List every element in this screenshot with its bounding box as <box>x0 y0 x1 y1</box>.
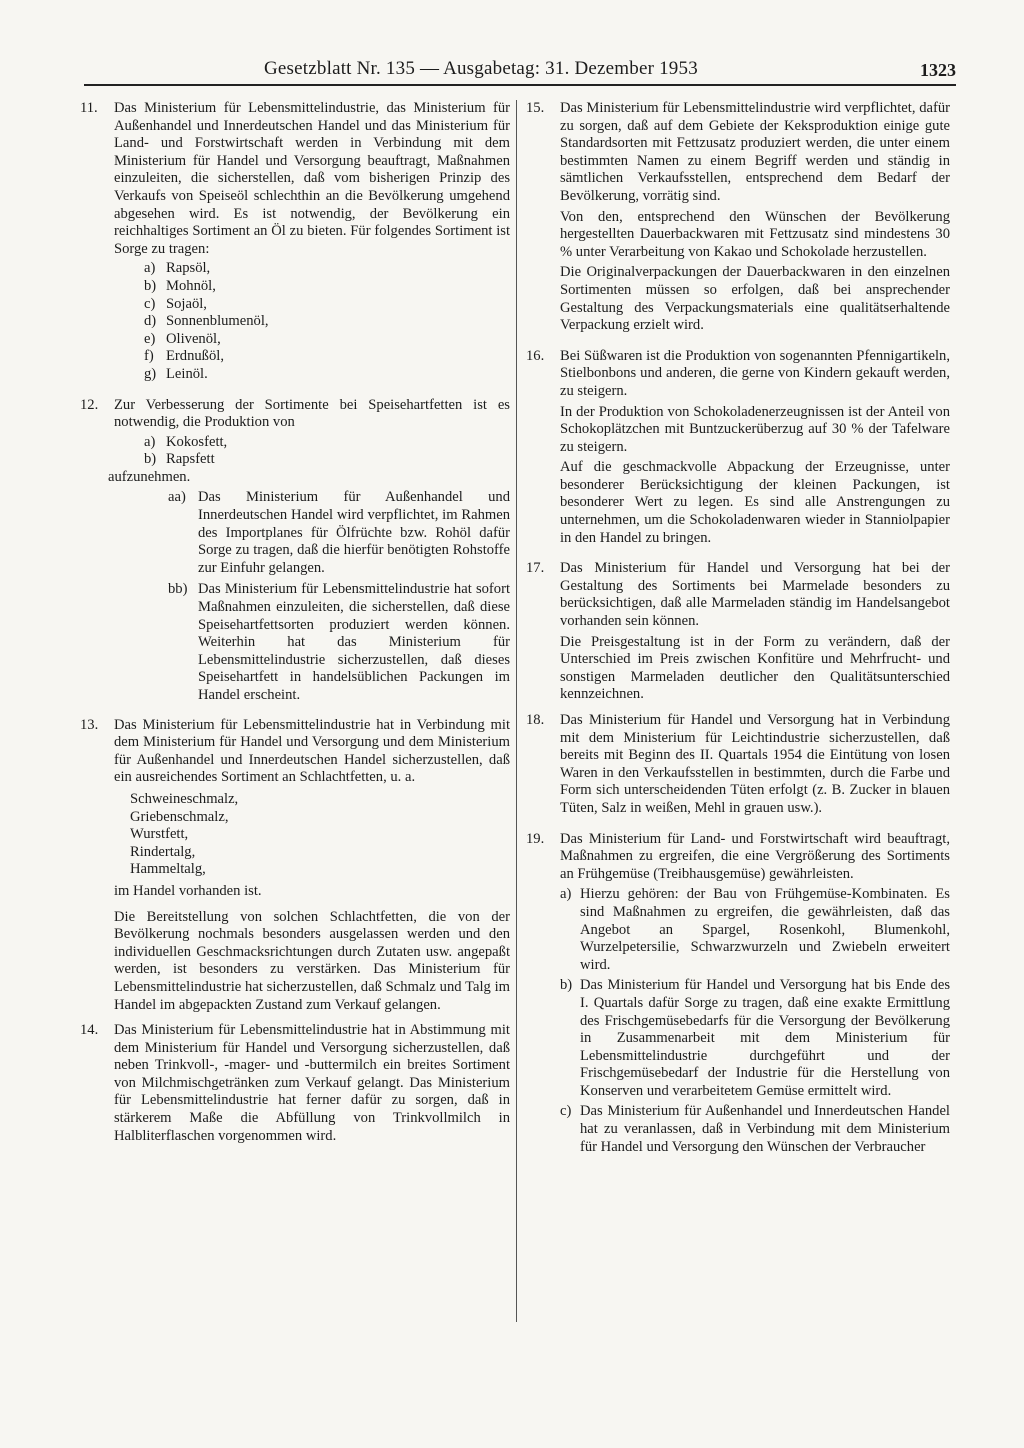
list-item: f) Erdnußöl, <box>144 348 224 365</box>
list-item: b) Mohnöl, <box>144 277 216 294</box>
list-item: a) Rapsöl, <box>144 260 211 277</box>
list-item: Hammeltalg, <box>130 861 206 878</box>
section-paragraph: Von den, entsprechend den Wünschen der Bevölkerung hergestellten Dauerbackwaren mit Fettzusatz sind mindestens 30 % unter Verarbeitung von Kakao und Schokolade herzustellen. <box>560 208 950 260</box>
section-number: 11. <box>80 100 98 116</box>
list-item: Wurstfett, <box>130 826 189 843</box>
section-19 <box>526 831 950 1157</box>
left-column <box>80 100 510 1145</box>
section-text: Zur Verbesserung der Sortimente bei Speisehartfetten ist es notwendig, die Produktion von <box>114 396 510 431</box>
section-14 <box>80 1022 510 1145</box>
section-13 <box>80 717 510 1015</box>
section-number: 16. <box>526 347 545 364</box>
section-text-continuation: aufzunehmen. <box>108 468 191 485</box>
list-item: Schweineschmalz, <box>130 790 239 807</box>
section-number: 17. <box>526 560 545 577</box>
clause-bb: bb) Das Ministerium für Lebensmittelindustrie hat sofort Maßnahmen einzuleiten, die sicherstellen, daß diese Speisehartfettsorten produziert werden können. Weiterhin hat das Ministerium für Lebensmittelindustrie sicherzustellen, daß dieses Speisehartfett in handelsüblichen Packungen im Handel erscheint. <box>168 581 510 703</box>
section-paragraph: Das Ministerium für Handel und Versorgung hat in Verbindung mit dem Ministerium für Leichtindustrie sicherzustellen, daß bereits mit Beginn des II. Quartals 1954 die Eintütung von losen Waren in den Verkaufsstellen in bestimmten, durch die Farbe und Form sich unterscheidenden Tüten erfolgt (z. B. Zucker in blauen Tüten, Salz in weißen, Mehl in grauen usw.). <box>560 712 950 816</box>
list-item: g) Leinöl. <box>144 365 208 382</box>
section-text: Das Ministerium für Lebensmittelindustrie hat in Verbindung mit dem Ministerium für Handel und Versorgung und dem Ministerium für Außenhandel und Innerdeutschen Handel sicherzustellen, daß ein ausreichendes Sortiment an Schlachtfetten, u. a. <box>114 716 510 786</box>
gazette-title: Gesetzblatt Nr. 135 — Ausgabetag: 31. Dezember 1953 <box>264 58 698 79</box>
section-16 <box>526 348 950 548</box>
sub-clauses <box>168 489 510 704</box>
section-paragraph: Bei Süßwaren ist die Produktion von sogenannten Pfennigartikeln, Stielbonbons und anderen, die gerne von Kindern gekauft werden, zu steigern. <box>560 347 950 399</box>
right-column <box>526 100 950 1156</box>
list-item: c) Sojaöl, <box>144 295 207 312</box>
clause-a: a) Hierzu gehören: der Bau von Frühgemüse-Kombinaten. Es sind Maßnahmen zu ergreifen, die gewährleisten, daß das Angebot an Spargel, Rosenkohl, Blumenkohl, Wurzelpetersilie, Schwarzwurzeln und Zwiebeln erweitert wird. <box>560 886 950 973</box>
section-paragraph: Das Ministerium für Land- und Forstwirtschaft wird beauftragt, Maßnahmen zu ergreifen, die eine Vergrößerung des Sortiments an Frühgemüse (Treibhausgemüse) gewährleisten. <box>560 830 950 882</box>
clause-b: b) Das Ministerium für Handel und Versorgung hat bis Ende des I. Quartals dafür Sorge zu tragen, daß eine exakte Ermittlung des Frischgemüsebedarfs für die Versorgung der Bevölkerung in Zusammenarbeit mit dem Ministerium für Lebensmittelindustrie durchgeführt und der Frischgemüsebedarf der Industrie für die Herstellung von Konserven und verarbeitetem Gemüse ermittelt wird. <box>560 977 950 1099</box>
section-number: 18. <box>526 712 545 728</box>
list-item: Griebenschmalz, <box>130 808 229 825</box>
section-paragraph: Die Bereitstellung von solchen Schlachtfetten, die von der Bevölkerung nochmals besonders ausgelassen werden und den individuellen Geschmacksrichtungen durch Zutaten usw. angepaßt werden, ist besonders zu verstärken. Das Ministerium für Lebensmittelindustrie hat sicherzustellen, daß Schmalz und Talg im Handel im abgepackten Zustand zum Verkauf gelangen. <box>114 908 510 1013</box>
page-header <box>84 58 956 84</box>
section-paragraph: Die Preisgestaltung ist in der Form zu verändern, daß der Unterschied im Preis zwischen Konfitüre und Mehrfrucht- und sonstigen Marmeladen deutlicher den Qualitätsunterschied kennzeichnen. <box>560 633 950 703</box>
column-divider <box>516 100 517 1322</box>
list-item: a) Kokosfett, <box>144 433 228 450</box>
section-15 <box>526 100 950 335</box>
section-17 <box>526 560 950 704</box>
section-text-continuation: im Handel vorhanden ist. <box>114 882 262 899</box>
list-item: b) Rapsfett <box>144 451 215 468</box>
list-item: e) Olivenöl, <box>144 330 221 347</box>
oil-list <box>144 260 510 383</box>
section-paragraph: Auf die geschmackvolle Abpackung der Erzeugnisse, unter besonderer Berücksichtigung der kleinen Packungen, ist besonderer Wert zu legen. Es sind alle Anstrengungen zu unternehmen, um die Schokoladenwaren wieder in Stanniolpapier in den Handel zu bringen. <box>560 459 950 546</box>
section-number: 19. <box>526 830 545 847</box>
section-18 <box>526 712 950 818</box>
section-number: 13. <box>80 716 99 733</box>
slaughter-fat-list <box>130 791 510 879</box>
section-11 <box>80 100 510 384</box>
clause-c: c) Das Ministerium für Außenhandel und Innerdeutschen Handel hat zu veranlassen, daß in Verbindung mit dem Ministerium für Handel und Versorgung den Wünschen der Verbraucher <box>560 1103 950 1155</box>
section-text: Das Ministerium für Lebensmittelindustrie hat in Abstimmung mit dem Ministerium für Handel und Versorgung sicherzustellen, daß neben Trinkvoll-, -mager- und -buttermilch ein breites Sortiment von Milchmischgetränken zum Verkauf gelangt. Das Ministerium für Lebensmittelindustrie hat ferner dafür zu sorgen, daß in stärkerem Maße die Abfüllung von Trinkvollmilch in Halbliterflaschen vorgenommen wird. <box>114 1022 510 1144</box>
header-rule <box>84 84 956 86</box>
list-item: d) Sonnenblumenöl, <box>144 313 269 330</box>
section-paragraph: In der Produktion von Schokoladenerzeugnissen ist der Anteil von Schokoplätzchen mit Buntzuckerüberzug auf 30 % der Tafelware zu steigern. <box>560 403 950 455</box>
section-text: Das Ministerium für Lebensmittelindustrie, das Ministerium für Außenhandel und Innerdeutschen Handel und das Ministerium für Land- und Forstwirtschaft werden in Verbindung mit dem Ministerium für Handel und Versorgung beauftragt, Maßnahmen einzuleiten, die sicherstellen, daß vom bisherigen Prinzip des Verkaufs von Speiseöl schlechthin an die Bevölkerung umgehend abgesehen wird. Es ist notwendig, der Bevölkerung ein reichhaltiges Sortiment an Öl zu bieten. Für folgendes Sortiment ist Sorge zu tragen: <box>114 100 510 257</box>
section-number: 14. <box>80 1022 99 1039</box>
section-paragraph: Die Originalverpackungen der Dauerbackwaren in den einzelnen Sortimenten müssen so erfolgen, daß bei ansprechender Gestaltung des Verpackungsmaterials eine qualitätserhaltende Verpackung erzielt wird. <box>560 264 950 334</box>
section-paragraph: Das Ministerium für Lebensmittelindustrie wird verpflichtet, dafür zu sorgen, daß auf dem Gebiete der Keksproduktion einige gute Standardsorten mit Fettzusatz produziert werden, die unter einem bestimmten Namen zu einem Begriff werden und ständig in sämtlichen Verkaufsstellen, entsprechend dem Bedarf der Bevölkerung, vorrätig sind. <box>560 100 950 204</box>
section-number: 12. <box>80 396 99 413</box>
fat-list <box>144 434 510 469</box>
clause-aa: aa) Das Ministerium für Außenhandel und Innerdeutschen Handel wird verpflichtet, im Rahmen des Importplanes für Ölfrüchte bzw. Rohöl dafür Sorge zu tragen, daß die hierfür benötigten Rohstoffe zur Einfuhr gelangen. <box>168 489 510 576</box>
page-number: 1323 <box>920 60 956 80</box>
section-12 <box>80 397 510 705</box>
section-number: 15. <box>526 100 545 116</box>
section-paragraph: Das Ministerium für Handel und Versorgung hat bei der Gestaltung des Sortiments bei Marmelade besonders zu berücksichtigen, daß alle Marmeladen ständig im Handelsangebot vorhanden sein können. <box>560 560 950 630</box>
list-item: Rindertalg, <box>130 843 196 860</box>
